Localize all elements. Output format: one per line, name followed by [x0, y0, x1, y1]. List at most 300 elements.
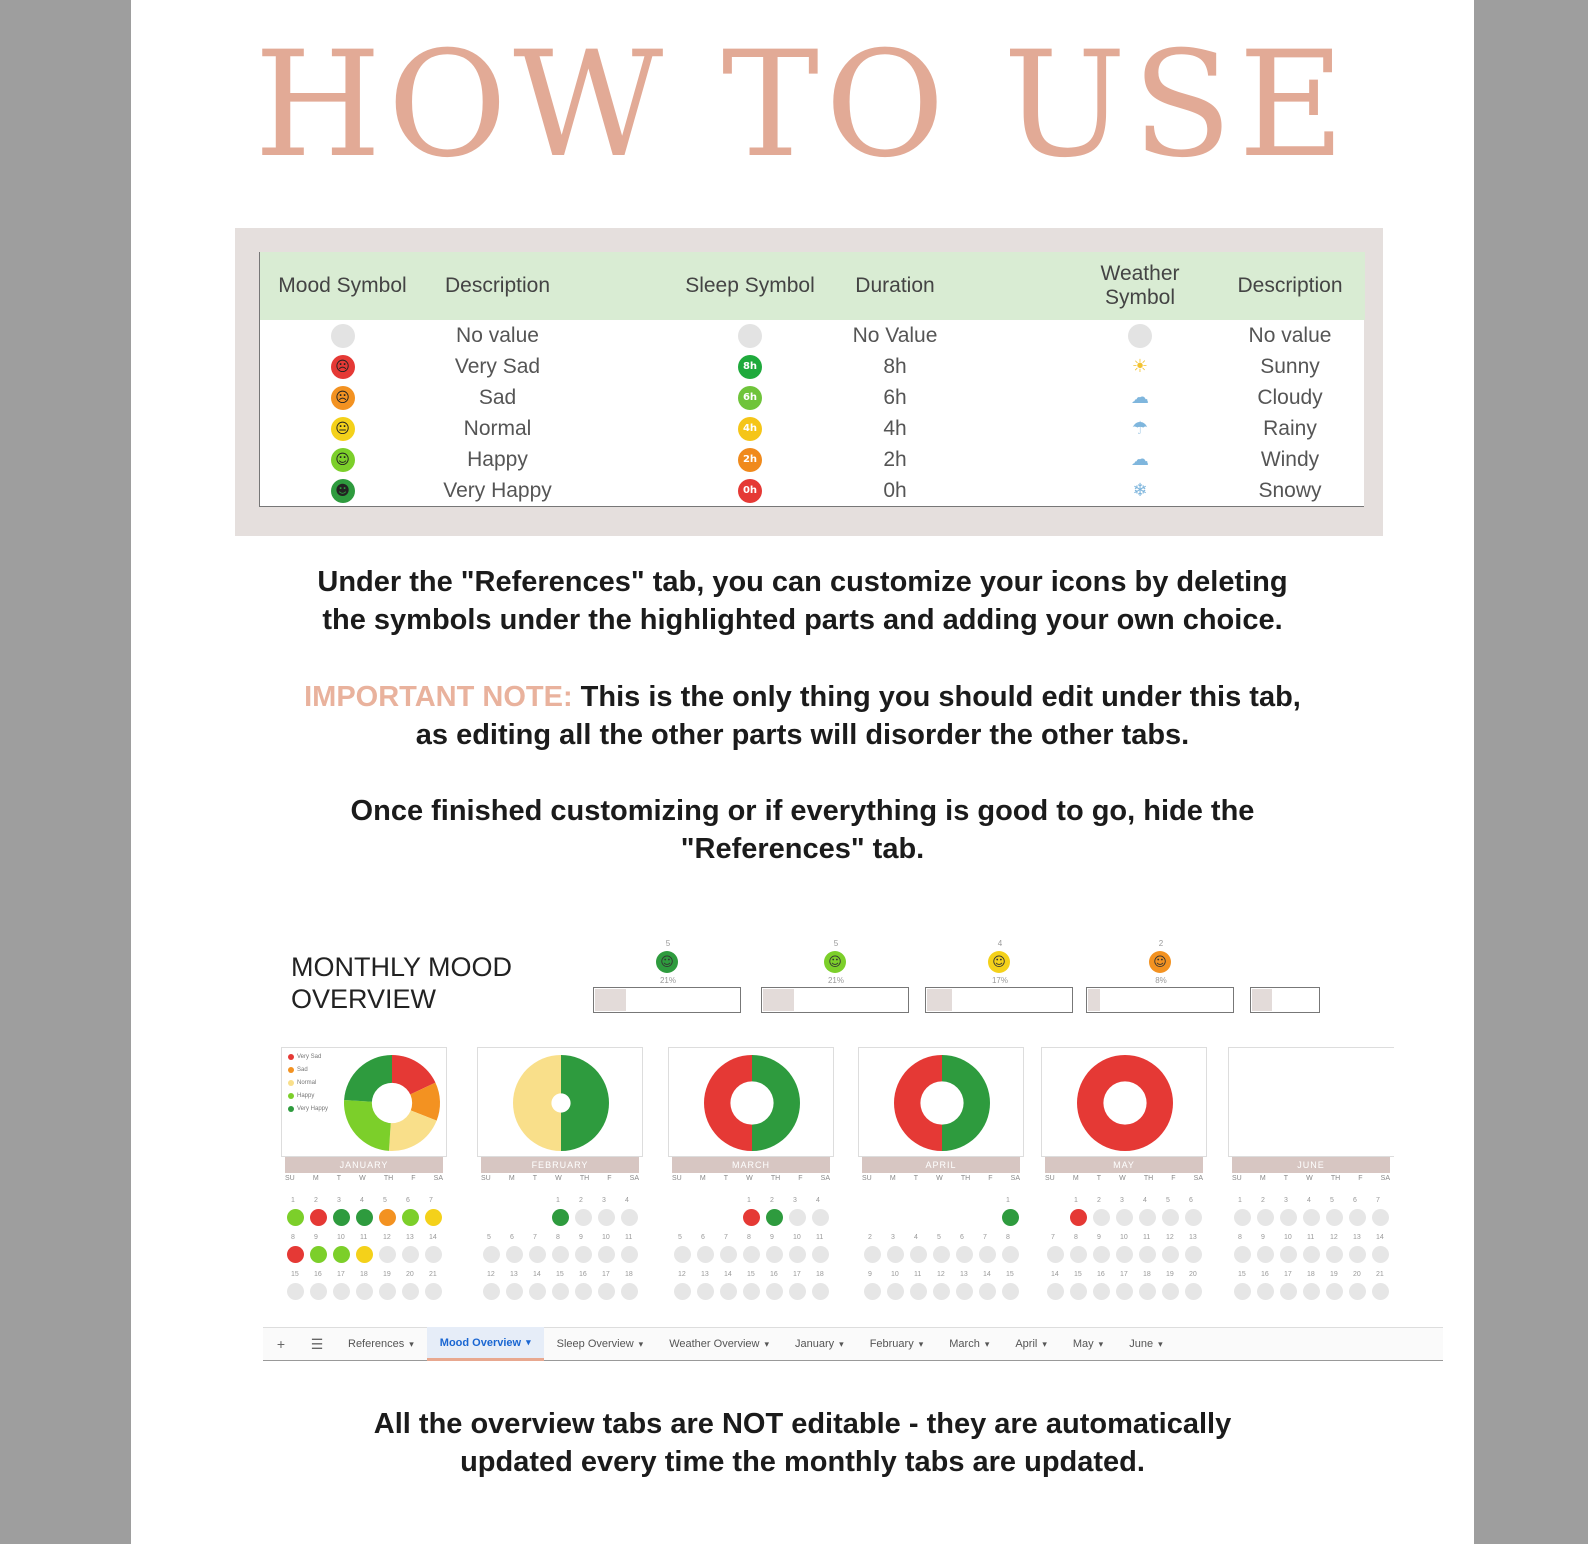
- mood-day-cell: [529, 1246, 546, 1263]
- mood-percent-bar: [593, 987, 741, 1013]
- day-number: 9: [770, 1234, 774, 1241]
- mood-day-cell: [1234, 1246, 1251, 1263]
- day-number: 11: [1307, 1234, 1315, 1241]
- no-value-dot: [331, 324, 355, 348]
- month-panel-march: [668, 1047, 834, 1302]
- instruction-line: Once finished customizing or if everything is good to go, hide the: [350, 795, 1255, 827]
- sheet-tab-label: March: [949, 1338, 980, 1350]
- sheet-tab-references[interactable]: [335, 1327, 427, 1361]
- mood-day-cell: [552, 1209, 569, 1226]
- day-number: 4: [816, 1197, 820, 1204]
- day-number: 11: [1143, 1234, 1151, 1241]
- sheet-tab-march[interactable]: [936, 1327, 1002, 1361]
- dropdown-arrow-icon: ▾: [764, 1338, 770, 1349]
- day-number: 14: [724, 1271, 732, 1278]
- day-number: 8: [1074, 1234, 1078, 1241]
- mood-symbol-cell: [260, 382, 425, 413]
- header-duration: Duration: [855, 274, 935, 297]
- day-number: 7: [429, 1197, 433, 1204]
- mood-day-cell: [1185, 1283, 1202, 1300]
- duration: No Value: [852, 323, 938, 347]
- sleep-symbol-cell: [670, 320, 830, 351]
- day-number: 9: [868, 1271, 872, 1278]
- weekday-label: F: [1171, 1175, 1176, 1182]
- day-number: 18: [1307, 1271, 1315, 1278]
- chart-legend-item: [288, 1080, 316, 1086]
- donut-svg: [859, 1048, 1025, 1158]
- mood-day-cell: [1280, 1283, 1297, 1300]
- header-weather-description: Description: [1237, 274, 1343, 297]
- day-number: 15: [1074, 1271, 1082, 1278]
- day-number: 10: [1120, 1234, 1128, 1241]
- weekday-label: W: [359, 1175, 366, 1182]
- mood-percent-bar: [1250, 987, 1320, 1013]
- day-number: 7: [1051, 1234, 1055, 1241]
- day-number: 8: [556, 1234, 560, 1241]
- weekday-label: T: [913, 1175, 919, 1182]
- weather-description: Sunny: [1260, 354, 1320, 378]
- mood-donut-chart: [1041, 1047, 1207, 1157]
- sad-face-icon: ☹: [331, 386, 355, 410]
- mood-day-cell: [933, 1283, 950, 1300]
- day-number: 1: [1238, 1197, 1242, 1204]
- day-number: 3: [1120, 1197, 1124, 1204]
- mood-day-cell: [887, 1283, 904, 1300]
- mood-day-cell: [910, 1283, 927, 1300]
- mood-summary-tile: [1086, 935, 1236, 1025]
- day-number: 10: [337, 1234, 345, 1241]
- mood-donut-chart: [1228, 1047, 1394, 1157]
- month-panel-may: [1041, 1047, 1207, 1302]
- mood-day-cell: [621, 1283, 638, 1300]
- weather-description: Cloudy: [1257, 385, 1323, 409]
- weekday-header: [1232, 1175, 1390, 1182]
- mood-symbol-cell: [260, 475, 425, 506]
- day-number: 13: [406, 1234, 414, 1241]
- mood-day-cell: [1234, 1209, 1251, 1226]
- day-number: 17: [1284, 1271, 1292, 1278]
- mood-description: Very Happy: [443, 478, 552, 502]
- mood-day-cell: [598, 1209, 615, 1226]
- mood-description: No value: [456, 323, 539, 347]
- mood-day-cell: [287, 1209, 304, 1226]
- sheet-tab-label: May: [1072, 1338, 1094, 1350]
- mood-day-cell: [720, 1283, 737, 1300]
- instruction-overview: [131, 1405, 1474, 1481]
- table-row: [260, 413, 1365, 444]
- mood-percent: 21%: [659, 976, 676, 985]
- day-number: 13: [1189, 1234, 1197, 1241]
- mood-day-cell: [766, 1283, 783, 1300]
- day-number: 7: [724, 1234, 728, 1241]
- day-number: 4: [1143, 1197, 1147, 1204]
- weekday-label: M: [1072, 1175, 1079, 1182]
- sleep-badge-icon: 4h: [738, 417, 762, 441]
- mood-day-cell: [506, 1246, 523, 1263]
- all-sheets-icon[interactable]: ☰: [310, 1335, 324, 1352]
- chart-legend-item: [288, 1067, 308, 1073]
- wind-icon: ☁: [1131, 449, 1149, 470]
- legend-dot-icon: [288, 1067, 294, 1073]
- sheet-tab-april[interactable]: [1002, 1327, 1060, 1361]
- important-note: [131, 678, 1474, 754]
- day-number: 12: [678, 1271, 686, 1278]
- legend-dot-icon: [288, 1080, 294, 1086]
- day-number: 5: [1330, 1197, 1334, 1204]
- mood-symbol-cell: [260, 320, 425, 351]
- day-number: 5: [1166, 1197, 1170, 1204]
- mood-day-cell: [506, 1283, 523, 1300]
- weekday-header: [285, 1175, 443, 1182]
- mood-day-cell: [1116, 1246, 1133, 1263]
- mood-description: Normal: [463, 416, 532, 440]
- day-number: 11: [914, 1271, 922, 1278]
- day-number: 3: [891, 1234, 895, 1241]
- mood-percent: 8%: [1155, 976, 1167, 985]
- weekday-label: T: [1283, 1175, 1289, 1182]
- weekday-label: TH: [1143, 1175, 1154, 1182]
- weekday-label: T: [532, 1175, 538, 1182]
- mood-day-cell: [1326, 1283, 1343, 1300]
- weekday-label: TH: [1330, 1175, 1341, 1182]
- mood-day-cell: [356, 1283, 373, 1300]
- mood-day-cell: [720, 1246, 737, 1263]
- mood-day-cell: [552, 1283, 569, 1300]
- mood-day-cell: [1139, 1209, 1156, 1226]
- mood-day-cell: [789, 1246, 806, 1263]
- mood-day-cell: [1257, 1209, 1274, 1226]
- mood-count: 5: [833, 939, 839, 948]
- day-number: 8: [1006, 1234, 1010, 1241]
- sheet-tab-bar: [263, 1327, 1443, 1361]
- mood-day-cell: [1185, 1209, 1202, 1226]
- mood-day-cell: [310, 1283, 327, 1300]
- mood-percent-bar-fill: [763, 989, 794, 1011]
- chart-legend-item: [288, 1106, 328, 1112]
- weekday-label: W: [555, 1175, 562, 1182]
- legend-dot-icon: [288, 1093, 294, 1099]
- mood-day-cell: [379, 1283, 396, 1300]
- sheet-tab-sleep-overview[interactable]: [544, 1327, 657, 1361]
- mood-day-cell: [402, 1283, 419, 1300]
- mood-day-cell: [812, 1246, 829, 1263]
- day-number: 12: [487, 1271, 495, 1278]
- weekday-label: F: [607, 1175, 612, 1182]
- instruction-line: the symbols under the highlighted parts and adding your own choice.: [322, 604, 1283, 636]
- sleep-symbol-cell: [670, 413, 830, 444]
- mood-day-cell: [575, 1209, 592, 1226]
- day-number: 18: [360, 1271, 368, 1278]
- duration: 6h: [883, 385, 907, 409]
- month-panel-june: [1228, 1047, 1394, 1302]
- day-number: 14: [983, 1271, 991, 1278]
- mood-day-cell: [1349, 1246, 1366, 1263]
- day-number: 6: [1189, 1197, 1193, 1204]
- mood-description: Sad: [478, 385, 517, 409]
- mood-day-cell: [1326, 1209, 1343, 1226]
- mood-day-cell: [979, 1283, 996, 1300]
- day-number: 18: [625, 1271, 633, 1278]
- weekday-label: F: [1358, 1175, 1363, 1182]
- month-panel-january: [281, 1047, 447, 1302]
- sheet-tab-february[interactable]: [857, 1327, 937, 1361]
- day-number: 17: [793, 1271, 801, 1278]
- mood-day-cell: [1349, 1283, 1366, 1300]
- header-mood-symbol: Mood Symbol: [278, 274, 407, 297]
- mood-day-cell: [287, 1283, 304, 1300]
- mood-day-cell: [483, 1283, 500, 1300]
- instruction-line: updated every time the monthly tabs are updated.: [460, 1446, 1145, 1478]
- day-number: 4: [625, 1197, 629, 1204]
- day-number: 11: [816, 1234, 824, 1241]
- mood-summary-tile: [925, 935, 1075, 1025]
- mood-summary-tile: [761, 935, 911, 1025]
- weekday-label: M: [889, 1175, 896, 1182]
- day-number: 3: [337, 1197, 341, 1204]
- mood-day-cell: [1047, 1246, 1064, 1263]
- duration: 4h: [883, 416, 907, 440]
- mood-percent-bar: [925, 987, 1073, 1013]
- mood-percent-bar: [761, 987, 909, 1013]
- mood-day-cell: [789, 1283, 806, 1300]
- mood-day-cell: [356, 1209, 373, 1226]
- instruction-hide: [131, 792, 1474, 868]
- weekday-label: T: [1096, 1175, 1102, 1182]
- day-number: 13: [701, 1271, 709, 1278]
- no-value-dot: [1128, 324, 1152, 348]
- day-number: 16: [770, 1271, 778, 1278]
- day-number: 8: [1238, 1234, 1242, 1241]
- mood-day-cell: [1372, 1283, 1389, 1300]
- mood-symbol-cell: [260, 444, 425, 475]
- sheet-tab-weather-overview[interactable]: [656, 1327, 782, 1361]
- mood-day-cell: [1257, 1246, 1274, 1263]
- dropdown-arrow-icon: ▾: [984, 1338, 990, 1349]
- mood-day-cell: [812, 1283, 829, 1300]
- page-title: HOW TO USE: [254, 20, 1351, 190]
- mood-day-cell: [1303, 1283, 1320, 1300]
- header-mood-description: Description: [444, 274, 551, 297]
- weather-description: Windy: [1260, 447, 1320, 471]
- weekday-label: SU: [862, 1175, 872, 1182]
- mood-day-cell: [697, 1283, 714, 1300]
- day-number: 6: [960, 1234, 964, 1241]
- mood-symbol-cell: [260, 351, 425, 382]
- day-number: 10: [891, 1271, 899, 1278]
- table-row: [260, 382, 1365, 413]
- day-number: 4: [914, 1234, 918, 1241]
- chart-hole: [551, 1093, 570, 1112]
- mood-percent: 17%: [991, 976, 1008, 985]
- mood-day-cell: [887, 1246, 904, 1263]
- weather-symbol-cell: [1085, 382, 1195, 413]
- neutral-face-icon: 😐: [331, 417, 355, 441]
- day-number: 2: [868, 1234, 872, 1241]
- mood-day-cell: [789, 1209, 806, 1226]
- reference-table: [259, 252, 1364, 507]
- weekday-label: F: [798, 1175, 803, 1182]
- header-sleep-symbol: Sleep Symbol: [685, 274, 815, 297]
- day-number: 9: [1261, 1234, 1265, 1241]
- mood-day-cell: [333, 1209, 350, 1226]
- sheet-tab-january[interactable]: [782, 1327, 857, 1361]
- mood-day-cell: [425, 1209, 442, 1226]
- dropdown-arrow-icon: ▾: [526, 1337, 531, 1347]
- mood-day-cell: [333, 1283, 350, 1300]
- weekday-label: SA: [433, 1175, 443, 1182]
- sheet-tab-label: June: [1129, 1338, 1154, 1350]
- mood-day-cell: [1372, 1209, 1389, 1226]
- day-number: 7: [983, 1234, 987, 1241]
- mood-count: 5: [665, 939, 671, 948]
- legend-label: Normal: [297, 1080, 317, 1086]
- day-number: 17: [602, 1271, 610, 1278]
- mood-day-cell: [402, 1209, 419, 1226]
- mood-day-cell: [979, 1246, 996, 1263]
- mood-face-icon: ☺: [824, 951, 846, 973]
- day-number: 2: [1097, 1197, 1101, 1204]
- sheet-tab-label: April: [1015, 1338, 1038, 1350]
- instruction-line: [131, 678, 1474, 716]
- day-number: 16: [1097, 1271, 1105, 1278]
- mood-day-cell: [310, 1246, 327, 1263]
- mood-day-cell: [1116, 1283, 1133, 1300]
- day-number: 18: [816, 1271, 824, 1278]
- mood-day-cell: [425, 1283, 442, 1300]
- weekday-label: W: [936, 1175, 943, 1182]
- sheet-tab-label: References: [348, 1338, 405, 1350]
- day-number: 7: [1376, 1197, 1380, 1204]
- sheet-tab-label: Sleep Overview: [556, 1338, 634, 1350]
- legend-label: Happy: [297, 1093, 315, 1099]
- mood-day-cell: [1093, 1209, 1110, 1226]
- mood-day-cell: [1070, 1209, 1087, 1226]
- day-number: 13: [510, 1271, 518, 1278]
- sheet-tab-june[interactable]: [1116, 1327, 1175, 1361]
- mood-day-cell: [1162, 1283, 1179, 1300]
- day-number: 5: [678, 1234, 682, 1241]
- mood-day-cell: [575, 1283, 592, 1300]
- mood-percent-bar-fill: [927, 989, 952, 1011]
- day-number: 9: [314, 1234, 318, 1241]
- day-number: 11: [625, 1234, 633, 1241]
- mood-day-cell: [1303, 1209, 1320, 1226]
- day-number: 15: [747, 1271, 755, 1278]
- weekday-header: [672, 1175, 830, 1182]
- weekday-label: T: [723, 1175, 729, 1182]
- weekday-label: SA: [1380, 1175, 1390, 1182]
- mood-description: Very Sad: [454, 354, 541, 378]
- very-happy-face-icon: ☻: [331, 479, 355, 503]
- weekday-label: TH: [960, 1175, 971, 1182]
- page: [131, 0, 1474, 1544]
- day-number: 1: [556, 1197, 560, 1204]
- mood-day-cell: [598, 1283, 615, 1300]
- day-number: 1: [747, 1197, 751, 1204]
- sleep-badge-icon: 8h: [738, 355, 762, 379]
- sleep-badge-icon: 2h: [738, 448, 762, 472]
- day-number: 19: [1330, 1271, 1338, 1278]
- dropdown-arrow-icon: ▾: [1042, 1338, 1047, 1349]
- day-number: 4: [360, 1197, 364, 1204]
- overview-title-line: MONTHLY MOOD: [291, 952, 513, 982]
- mood-day-cell: [379, 1209, 396, 1226]
- day-number: 10: [1284, 1234, 1292, 1241]
- mood-day-cell: [356, 1246, 373, 1263]
- snow-icon: ❄: [1132, 480, 1148, 501]
- mood-day-cell: [1139, 1246, 1156, 1263]
- sleep-symbol-cell: [670, 444, 830, 475]
- mood-day-cell: [1116, 1209, 1133, 1226]
- dropdown-arrow-icon: ▾: [638, 1338, 644, 1349]
- month-panel-april: [858, 1047, 1024, 1302]
- weather-symbol-cell: [1085, 444, 1195, 475]
- mood-day-cell: [674, 1246, 691, 1263]
- day-number: 15: [556, 1271, 564, 1278]
- weekday-label: W: [1119, 1175, 1126, 1182]
- duration: 8h: [883, 354, 907, 378]
- weekday-label: F: [988, 1175, 993, 1182]
- legend-label: Sad: [297, 1067, 308, 1073]
- donut-svg: [669, 1048, 835, 1158]
- legend-label: Very Happy: [297, 1106, 329, 1112]
- day-number: 20: [406, 1271, 414, 1278]
- chart-hole: [372, 1083, 412, 1123]
- sheet-tab-mood-overview[interactable]: [427, 1327, 544, 1361]
- mood-day-cell: [333, 1246, 350, 1263]
- overview-title: [291, 951, 512, 1015]
- mood-face-icon: ☺: [656, 951, 678, 973]
- weekday-label: TH: [579, 1175, 590, 1182]
- mood-day-cell: [956, 1283, 973, 1300]
- day-number: 1: [291, 1197, 295, 1204]
- day-number: 9: [579, 1234, 583, 1241]
- day-number: 13: [960, 1271, 968, 1278]
- mood-day-cell: [621, 1246, 638, 1263]
- mood-day-cell: [766, 1246, 783, 1263]
- day-number: 21: [429, 1271, 437, 1278]
- day-number: 14: [429, 1234, 437, 1241]
- mood-day-cell: [1349, 1209, 1366, 1226]
- mood-day-cell: [310, 1209, 327, 1226]
- mood-day-cell: [697, 1246, 714, 1263]
- add-sheet-icon[interactable]: +: [276, 1336, 286, 1352]
- day-number: 2: [314, 1197, 318, 1204]
- month-panel-february: [477, 1047, 643, 1302]
- mood-summary-tile: [1250, 935, 1320, 1025]
- day-number: 8: [291, 1234, 295, 1241]
- day-number: 16: [1261, 1271, 1269, 1278]
- day-number: 1: [1006, 1197, 1010, 1204]
- sheet-tab-may[interactable]: [1060, 1327, 1116, 1361]
- day-number: 15: [1238, 1271, 1246, 1278]
- weekday-label: W: [746, 1175, 753, 1182]
- weekday-label: SA: [1010, 1175, 1020, 1182]
- mood-day-cell: [529, 1283, 546, 1300]
- mood-day-cell: [1280, 1209, 1297, 1226]
- weekday-label: M: [1259, 1175, 1266, 1182]
- mood-percent-bar-fill: [1252, 989, 1272, 1011]
- weekday-label: M: [312, 1175, 319, 1182]
- mood-count: 4: [997, 939, 1003, 948]
- sleep-badge-icon: [738, 324, 762, 348]
- mood-day-cell: [1280, 1246, 1297, 1263]
- mood-day-cell: [1002, 1283, 1019, 1300]
- weather-symbol-cell: [1085, 475, 1195, 506]
- day-number: 19: [1166, 1271, 1174, 1278]
- sheet-tab-label: February: [869, 1338, 914, 1350]
- mood-day-cell: [575, 1246, 592, 1263]
